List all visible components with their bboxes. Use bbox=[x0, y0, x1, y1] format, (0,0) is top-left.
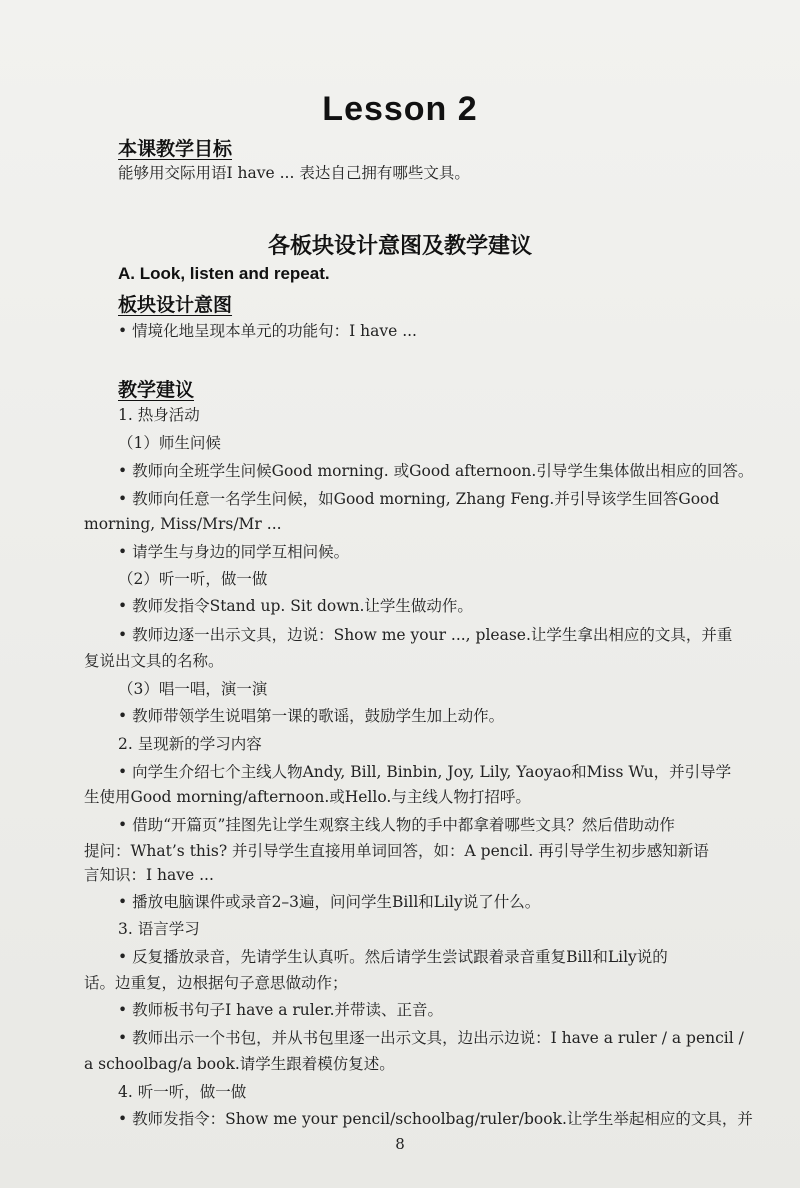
suggestion-line: • 请学生与身边的同学互相问候。 bbox=[118, 543, 350, 561]
suggestion-line: • 教师向全班学生问候Good morning. 或Good afternoon.引导学生集体做出相应的回答。 bbox=[118, 462, 754, 480]
suggestion-line: 言知识：I have ... bbox=[84, 866, 214, 884]
objective-text: 能够用交际用语I have ... 表达自己拥有哪些文具。 bbox=[118, 164, 470, 182]
suggestion-line: 1. 热身活动 bbox=[118, 406, 200, 424]
suggestion-line: • 教师发指令Stand up. Sit down.让学生做动作。 bbox=[118, 597, 473, 615]
suggestion-line: （2）听一听，做一做 bbox=[118, 570, 268, 588]
suggestion-line: • 教师发指令：Show me your pencil/schoolbag/ruler/book.让学生举起相应的文具，并 bbox=[118, 1110, 753, 1128]
suggestion-line: 话。边重复，边根据句子意思做动作； bbox=[84, 974, 348, 992]
suggestion-line: • 教师板书句子I have a ruler.并带读、正音。 bbox=[118, 1001, 444, 1019]
suggestion-line: • 借助“开篇页”挂图先让学生观察主线人物的手中都拿着哪些文具？然后借助动作 bbox=[118, 816, 675, 834]
suggestion-line: （1）师生问候 bbox=[118, 434, 221, 452]
objective-heading: 本课教学目标 bbox=[118, 138, 233, 160]
page-number: 8 bbox=[395, 1135, 405, 1153]
suggestion-line: 生使用Good morning/afternoon.或Hello.与主线人物打招呼。 bbox=[84, 788, 531, 806]
design-intent-item: • 情境化地呈现本单元的功能句：I have ... bbox=[118, 322, 417, 340]
suggestion-line: • 播放电脑课件或录音2–3遍，问问学生Bill和Lily说了什么。 bbox=[118, 893, 541, 911]
suggestion-line: • 向学生介绍七个主线人物Andy, Bill, Binbin, Joy, Lily, Yaoyao和Miss Wu，并引导学 bbox=[118, 763, 732, 781]
suggestions-heading: 教学建议 bbox=[118, 379, 195, 401]
suggestion-line: a schoolbag/a book.请学生跟着模仿复述。 bbox=[84, 1055, 395, 1073]
suggestion-line: • 反复播放录音，先请学生认真听。然后请学生尝试跟着录音重复Bill和Lily说的 bbox=[118, 948, 668, 966]
suggestion-line: 4. 听一听，做一做 bbox=[118, 1083, 247, 1101]
lesson-title: Lesson 2 bbox=[322, 90, 478, 128]
design-intent-heading: 板块设计意图 bbox=[118, 294, 233, 316]
suggestion-line: 复说出文具的名称。 bbox=[84, 652, 224, 670]
suggestion-line: morning, Miss/Mrs/Mr ... bbox=[84, 515, 282, 533]
suggestion-line: 3. 语言学习 bbox=[118, 920, 200, 938]
section-heading: 各板块设计意图及教学建议 bbox=[267, 233, 532, 259]
suggestion-line: • 教师向任意一名学生问候，如Good morning, Zhang Feng.并引导该学生回答Good bbox=[118, 490, 720, 508]
suggestion-line: 2. 呈现新的学习内容 bbox=[118, 735, 262, 753]
suggestion-line: • 教师带领学生说唱第一课的歌谣，鼓励学生加上动作。 bbox=[118, 707, 505, 725]
part-a-title: A. Look, listen and repeat. bbox=[118, 264, 330, 283]
suggestion-line: （3）唱一唱，演一演 bbox=[118, 680, 268, 698]
suggestion-line: 提问：What’s this? 并引导学生直接用单词回答，如：A pencil. 再引导学生初步感知新语 bbox=[84, 842, 709, 860]
suggestion-line: • 教师边逐一出示文具，边说：Show me your ..., please.让学生拿出相应的文具，并重 bbox=[118, 626, 733, 644]
suggestion-line: • 教师出示一个书包，并从书包里逐一出示文具，边出示边说：I have a ruler / a pencil / bbox=[118, 1029, 744, 1047]
